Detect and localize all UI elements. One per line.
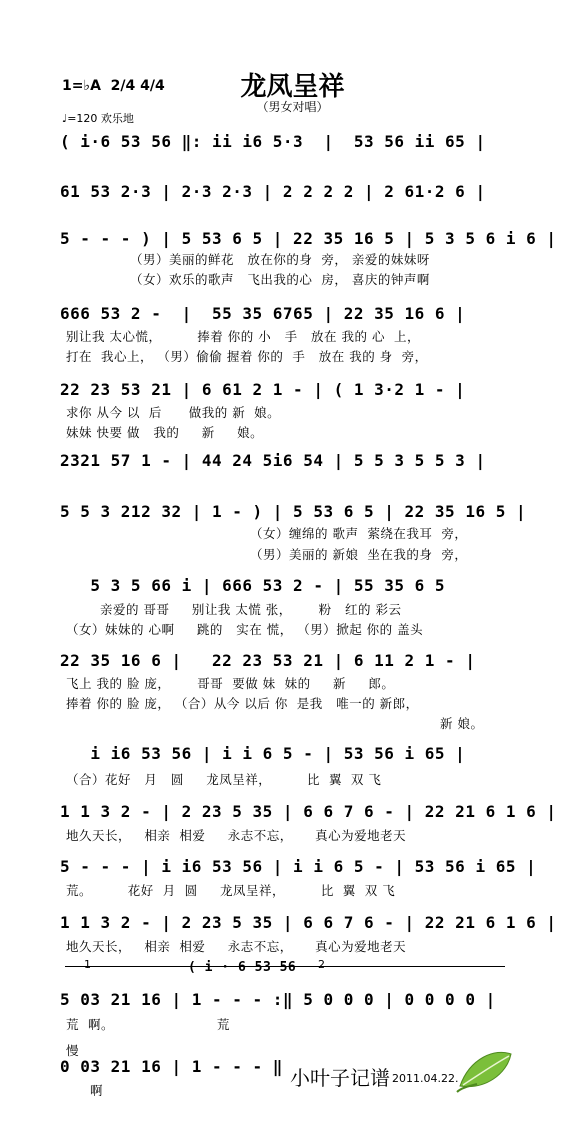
lyric-line: 飞上 我的 脸 庞， 哥哥 要做 妹 妹的 新 郎。 (66, 676, 395, 691)
score-line: 22 23 53 21 | 6 61 2 1 - | ( 1 3·2 1 - | (60, 380, 466, 399)
lyric-line: 新 娘。 (440, 716, 484, 731)
lyric-line: （合）花好 月 圆 龙凤呈祥， 比 翼 双 飞 (66, 772, 382, 787)
date: 2011.04.22. (392, 1072, 459, 1085)
lyric-line: 打在 我心上， （男）偷偷 握着 你的 手 放在 我的 身 旁， (66, 349, 428, 364)
score-line: 5 - - - ) | 5 53 6 5 | 22 35 16 5 | 5 3 5 6 i 6 | (60, 229, 557, 248)
tempo-marking: ♩=120 欢乐地 (62, 112, 134, 125)
lyric-line: 妹妹 快要 做 我的 新 娘。 (66, 425, 264, 440)
score-line: 1 1 3 2 - | 2 23 5 35 | 6 6 7 6 - | 22 21 6 1 6 | (60, 802, 557, 821)
signature: 小叶子记谱 (290, 1066, 390, 1090)
score-line: 5 - - - | i i6 53 56 | i i 6 5 - | 53 56 i 65 | (60, 857, 537, 876)
lyric-line: （男）美丽的鲜花 放在你的身 旁， 亲爱的妹妹呀 (130, 252, 430, 267)
volta-second-label: 2 (318, 958, 325, 971)
key-signature: 1=♭A 2/4 4/4 (62, 78, 165, 94)
volta-second-bracket (305, 966, 505, 967)
lyric-line: （男）美丽的 新娘 坐在我的身 旁， (250, 547, 468, 562)
lyric-line: 荒 啊。 荒 (66, 1017, 230, 1032)
page-title: 龙凤呈祥 (240, 72, 345, 102)
score-line: 666 53 2 - | 55 35 6765 | 22 35 16 6 | (60, 304, 466, 323)
lyric-line: 捧着 你的 脸 庞， （合）从今 以后 你 是我 唯一的 新郎， (66, 696, 419, 711)
leaf-icon (455, 1048, 515, 1093)
lyric-line: 地久天长， 相亲 相爱 永志不忘， 真心为爱地老天 (66, 939, 407, 954)
score-line: 5 03 21 16 | 1 - - - :‖ 5 0 0 0 | 0 0 0 0 | (60, 990, 496, 1009)
score-line: ( i·6 53 56 ‖: ii i6 5·3 | 53 56 ii 65 | (60, 132, 486, 151)
score-line: 22 35 16 6 | 22 23 53 21 | 6 11 2 1 - | (60, 651, 476, 670)
score-line: 0 03 21 16 | 1 - - - ‖ (60, 1057, 283, 1076)
lyric-line: 地久天长， 相亲 相爱 永志不忘， 真心为爱地老天 (66, 828, 407, 843)
lyric-line: 荒。 花好 月 圆 龙凤呈祥， 比 翼 双 飞 (66, 883, 396, 898)
lyric-line: （女）缠绵的 歌声 萦绕在我耳 旁， (250, 526, 468, 541)
volta-first-notes: ( i · 6 53 56 (188, 960, 297, 975)
score-line: i i6 53 56 | i i 6 5 - | 53 56 i 65 | (60, 744, 466, 763)
lyric-line: 啊 (90, 1083, 104, 1098)
volta-first-label: 1 (84, 958, 91, 971)
lyric-line: 别让我 太心慌， 捧着 你的 小 手 放在 我的 心 上， (66, 329, 420, 344)
lyric-line: 亲爱的 哥哥 别让我 太慌 张， 粉 红的 彩云 (100, 602, 402, 617)
score-line: 1 1 3 2 - | 2 23 5 35 | 6 6 7 6 - | 22 21 6 1 6 | (60, 913, 557, 932)
score-line: 5 5 3 212 32 | 1 - ) | 5 53 6 5 | 22 35 16 5 | (60, 502, 527, 521)
lyric-line: 求你 从今 以 后 做我的 新 娘。 (66, 405, 281, 420)
lyric-line: 慢 (66, 1043, 80, 1058)
score-line: 5 3 5 66 i | 666 53 2 - | 55 35 6 5 (60, 576, 446, 595)
score-line: 2321 57 1 - | 44 24 5i6 54 | 5 5 3 5 5 3 | (60, 451, 486, 470)
score-line: 61 53 2·3 | 2·3 2·3 | 2 2 2 2 | 2 61·2 6 | (60, 182, 486, 201)
lyric-line: （女）妹妹的 心啊 跳的 实在 慌， （男）掀起 你的 盖头 (66, 622, 424, 637)
page-subtitle: （男女对唱） (256, 100, 329, 114)
lyric-line: （女）欢乐的歌声 飞出我的心 房， 喜庆的钟声啊 (130, 272, 430, 287)
